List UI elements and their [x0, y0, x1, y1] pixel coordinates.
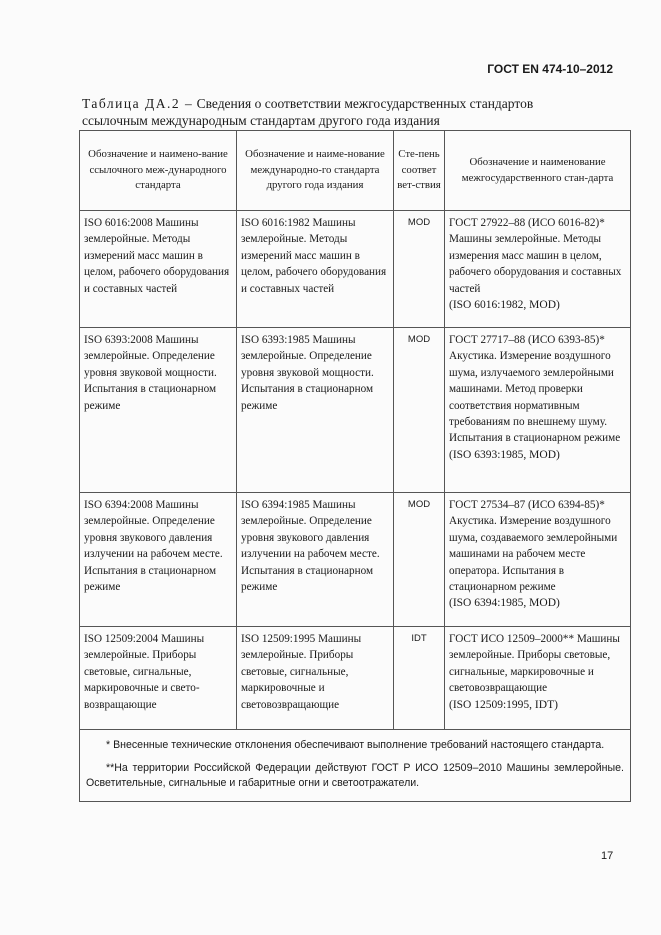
footnote: * Внесенные технические отклонения обеспечивают выполнение требований настоящего стандарта.: [106, 739, 605, 751]
gost-text: ГОСТ ИСО 12509–2000** Машины землеройные. Приборы световые, сигнальные, маркировочные и световозвращающие: [449, 633, 620, 695]
table-caption: [82, 95, 622, 129]
cell-ref-standard: ISO 6394:2008 Машины землеройные. Определение уровня звукового давления излучении на рабочем месте. Испытания в стационарном режиме: [80, 493, 237, 627]
cell-degree: MOD: [394, 493, 445, 627]
gost-ref: (ISO 6393:1985, MOD): [449, 448, 560, 461]
cell-gost: [445, 211, 631, 328]
header-interstate-standard: Обозначение и наименование межгосударственного стан-дарта: [445, 131, 631, 211]
cell-gost: [445, 328, 631, 493]
cell-ref-standard: ISO 6393:2008 Машины землеройные. Определение уровня звуковой мощности. Испытания в стационарном режиме: [80, 328, 237, 493]
caption-text-line1: Сведения о соответствии межгосударственных стандартов: [193, 96, 534, 111]
table-row: [80, 211, 631, 328]
cell-other-standard: ISO 12509:1995 Машины землеройные. Приборы световые, сигнальные, маркировочные и световозвращающие: [237, 627, 394, 730]
header-degree: Сте-пень соответ вет-ствия: [394, 131, 445, 211]
cell-other-standard: ISO 6393:1985 Машины землеройные. Определение уровня звуковой мощности. Испытания в стационарном режиме: [237, 328, 394, 493]
table-row: [80, 493, 631, 627]
document-code: ГОСТ EN 474-10–2012: [487, 62, 613, 76]
table-row: [80, 328, 631, 493]
page-number: 17: [601, 850, 614, 862]
footnote: **На территории Российской Федерации действуют ГОСТ Р ИСО 12509–2010 Машины землеройные. Осветительные, сигнальные и габаритные огни и светоотражатели.: [86, 762, 624, 789]
cell-other-standard: ISO 6394:1985 Машины землеройные. Определение уровня звукового давления излучении на рабочем месте. Испытания в стационарном режиме: [237, 493, 394, 627]
caption-text-line2: ссылочным международным стандартам другого года издания: [82, 113, 440, 128]
gost-text: ГОСТ 27922–88 (ИСО 6016-82)* Машины землеройные. Методы измерения масс машин в целом, рабочего оборудования и составных частей: [449, 217, 622, 295]
standards-table: [79, 130, 631, 802]
table-header-row: [80, 131, 631, 211]
gost-ref: (ISO 12509:1995, IDT): [449, 698, 558, 711]
footnotes-cell: [80, 730, 631, 802]
cell-gost: [445, 493, 631, 627]
table-row: [80, 627, 631, 730]
gost-ref: (ISO 6016:1982, MOD): [449, 299, 560, 312]
header-ref-standard: Обозначение и наимено-вание ссылочного меж-дународного стандарта: [80, 131, 237, 211]
footnotes-row: [80, 730, 631, 802]
gost-ref: (ISO 6394:1985, MOD): [449, 597, 560, 610]
cell-gost: [445, 627, 631, 730]
cell-ref-standard: ISO 6016:2008 Машины землеройные. Методы измерений масс машин в целом, рабочего оборудования и составных частей: [80, 211, 237, 328]
gost-text: ГОСТ 27534–87 (ИСО 6394-85)* Акустика. Измерение воздушного шума, создаваемого землеройными машинами на рабочем месте оператора. Испытания в стационарном режиме: [449, 499, 618, 594]
cell-other-standard: ISO 6016:1982 Машины землеройные. Методы измерений масс машин в целом, рабочего оборудования и составных частей: [237, 211, 394, 328]
cell-degree: MOD: [394, 328, 445, 493]
cell-ref-standard: ISO 12509:2004 Машины землеройные. Приборы световые, сигнальные, маркировочные и свето-возвращающие: [80, 627, 237, 730]
gost-text: ГОСТ 27717–88 (ИСО 6393-85)* Акустика. Измерение воздушного шума, излучаемого землеройными машинами. Метод проверки соответствия нормативным требованиям по внешнему шуму. Испытания в стационарном режиме: [449, 334, 621, 445]
table-label: Таблица ДА.2 –: [82, 96, 194, 111]
cell-degree: IDT: [394, 627, 445, 730]
header-other-year-standard: Обозначение и наиме-нование международно-го стандарта другого года издания: [237, 131, 394, 211]
cell-degree: MOD: [394, 211, 445, 328]
